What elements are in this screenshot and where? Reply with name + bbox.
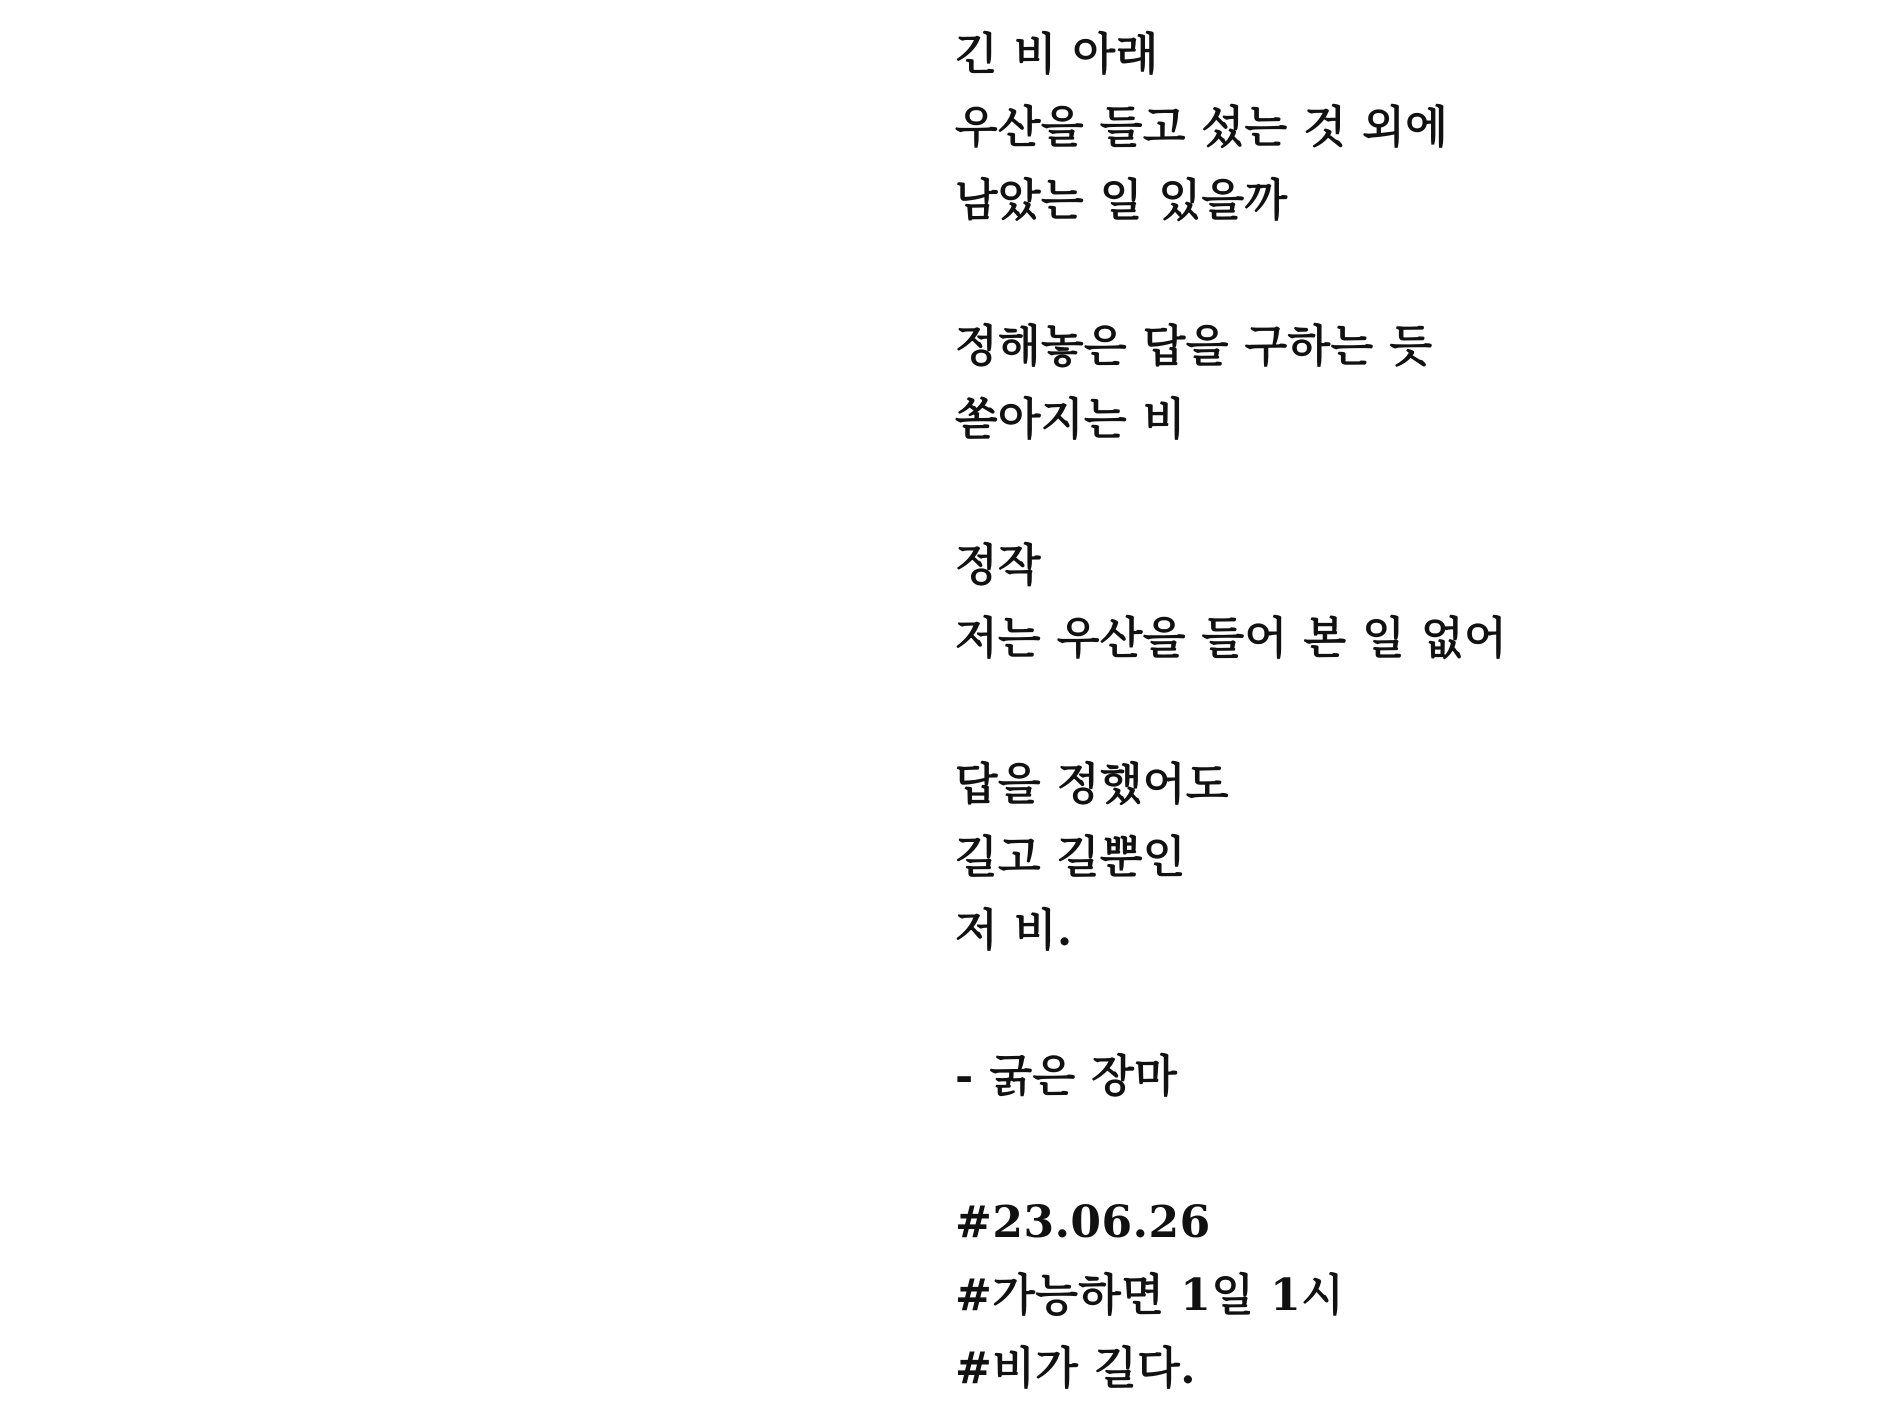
poem-line: 우산을 들고 섰는 것 외에 <box>955 102 1449 153</box>
stanza-break <box>955 456 1855 529</box>
stanza-break <box>955 675 1855 748</box>
stanza-break <box>955 967 1855 1040</box>
stanza-4 <box>955 748 1855 967</box>
poem-line: 남았는 일 있을까 <box>955 175 1288 226</box>
hashtag: #가능하면 1일 1시 <box>955 1270 1345 1321</box>
poem-line: 답을 정했어도 <box>955 759 1229 810</box>
poem-line: 길고 길뿐인 <box>955 832 1186 883</box>
poem-line: 저 비. <box>955 905 1073 956</box>
hashtag: #비가 길다. <box>955 1343 1197 1394</box>
poem-text <box>955 18 1855 1405</box>
poem-line: 긴 비 아래 <box>955 29 1159 80</box>
stanza-break <box>955 1113 1855 1186</box>
poem-line: 쏟아지는 비 <box>955 394 1186 445</box>
poem-line: 정작 <box>955 540 1042 591</box>
hashtag-list <box>955 1186 1855 1405</box>
stanza-2 <box>955 310 1855 456</box>
stanza-3 <box>955 529 1855 675</box>
poem-signature: - 굵은 장마 <box>955 1051 1178 1102</box>
hashtag: #23.06.26 <box>955 1197 1211 1248</box>
poem-line: 저는 우산을 들어 본 일 없어 <box>955 613 1508 664</box>
stanza-break <box>955 237 1855 310</box>
poem-line: 정해놓은 답을 구하는 듯 <box>955 321 1433 372</box>
stanza-1 <box>955 18 1855 237</box>
